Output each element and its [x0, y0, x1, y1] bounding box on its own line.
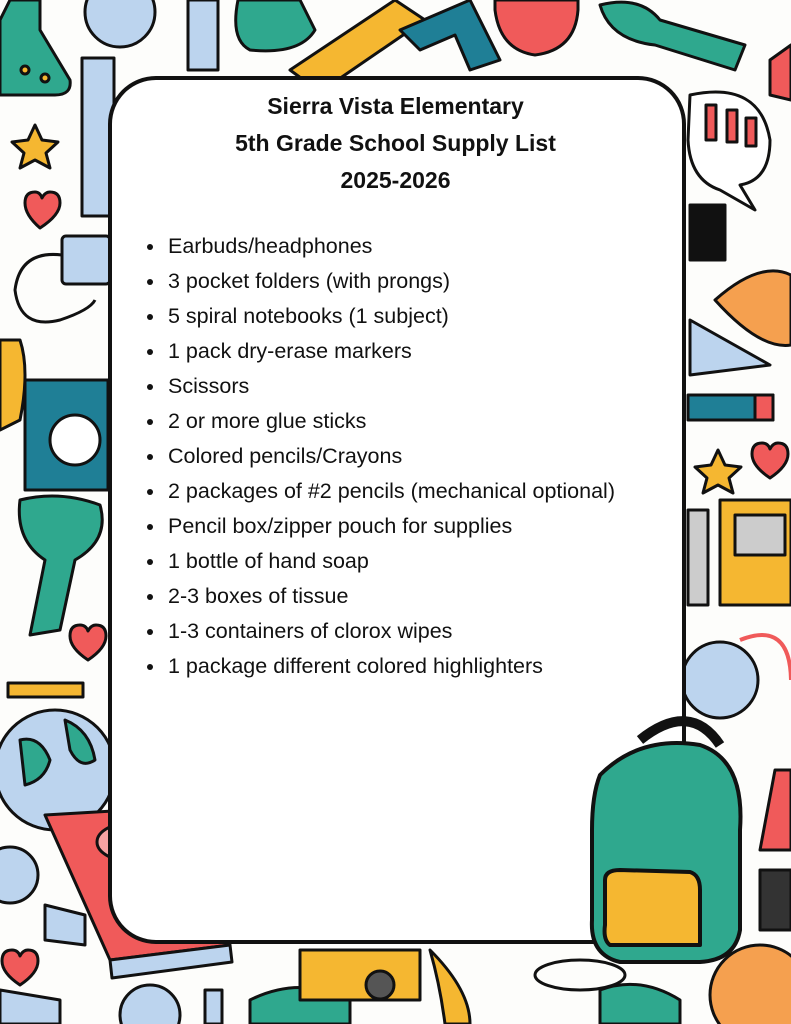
test-tube-icon: [600, 2, 745, 70]
pencil-icon-2: [0, 990, 60, 1024]
school-name: Sierra Vista Elementary: [267, 93, 524, 119]
list-item: 3 pocket folders (with prongs): [168, 264, 615, 299]
banana-icon: [430, 950, 470, 1024]
marker-icon: [188, 0, 218, 70]
list-item: Earbuds/headphones: [168, 229, 615, 264]
list-item: 2-3 boxes of tissue: [168, 579, 615, 614]
header: [0, 88, 791, 199]
basketball-icon: [710, 945, 791, 1024]
list-item: 2 or more glue sticks: [168, 404, 615, 439]
rugby-ball-icon: [715, 271, 791, 346]
binder-clip-icon: [690, 205, 725, 260]
marker-icon-2: [205, 990, 222, 1024]
protractor-icon: [400, 0, 500, 70]
teal-item-icon: [600, 984, 680, 1024]
clock-icon-2: [120, 985, 180, 1024]
list-item: Pencil box/zipper pouch for supplies: [168, 509, 615, 544]
earbuds-icon: [62, 236, 110, 284]
glue-icon: [0, 340, 25, 430]
list-item: 1 package different colored highlighters: [168, 649, 615, 684]
star-icon-2: [695, 450, 741, 493]
list-item: Scissors: [168, 369, 615, 404]
school-year: 2025-2026: [340, 167, 451, 193]
list-item: Colored pencils/Crayons: [168, 439, 615, 474]
supply-list: [168, 229, 615, 684]
alarm-clock-icon: [85, 0, 155, 47]
list-item: 5 spiral notebooks (1 subject): [168, 299, 615, 334]
list-item: 1 pack dry-erase markers: [168, 334, 615, 369]
alarm-clock-icon-2: [682, 642, 758, 718]
yellow-car-icon: [300, 950, 420, 1000]
heart-icon-4: [2, 950, 38, 985]
binoculars-icon: [760, 870, 791, 930]
magnifier-icon: [0, 847, 38, 903]
list-item: 1-3 containers of clorox wipes: [168, 614, 615, 649]
list-item: 2 packages of #2 pencils (mechanical optional): [168, 474, 615, 509]
tape-icon: [688, 510, 708, 605]
pencil-icon-3: [760, 770, 791, 850]
beaker-icon: [19, 496, 102, 635]
flask-icon: [0, 0, 70, 95]
apple-icon: [495, 0, 578, 55]
list-item: 1 bottle of hand soap: [168, 544, 615, 579]
heart-icon-3: [752, 443, 788, 478]
lunchbox-icon: [236, 0, 315, 51]
page-title: 5th Grade School Supply List: [235, 130, 556, 156]
tube-icon-2: [45, 905, 85, 945]
heart-icon-2: [70, 625, 106, 660]
